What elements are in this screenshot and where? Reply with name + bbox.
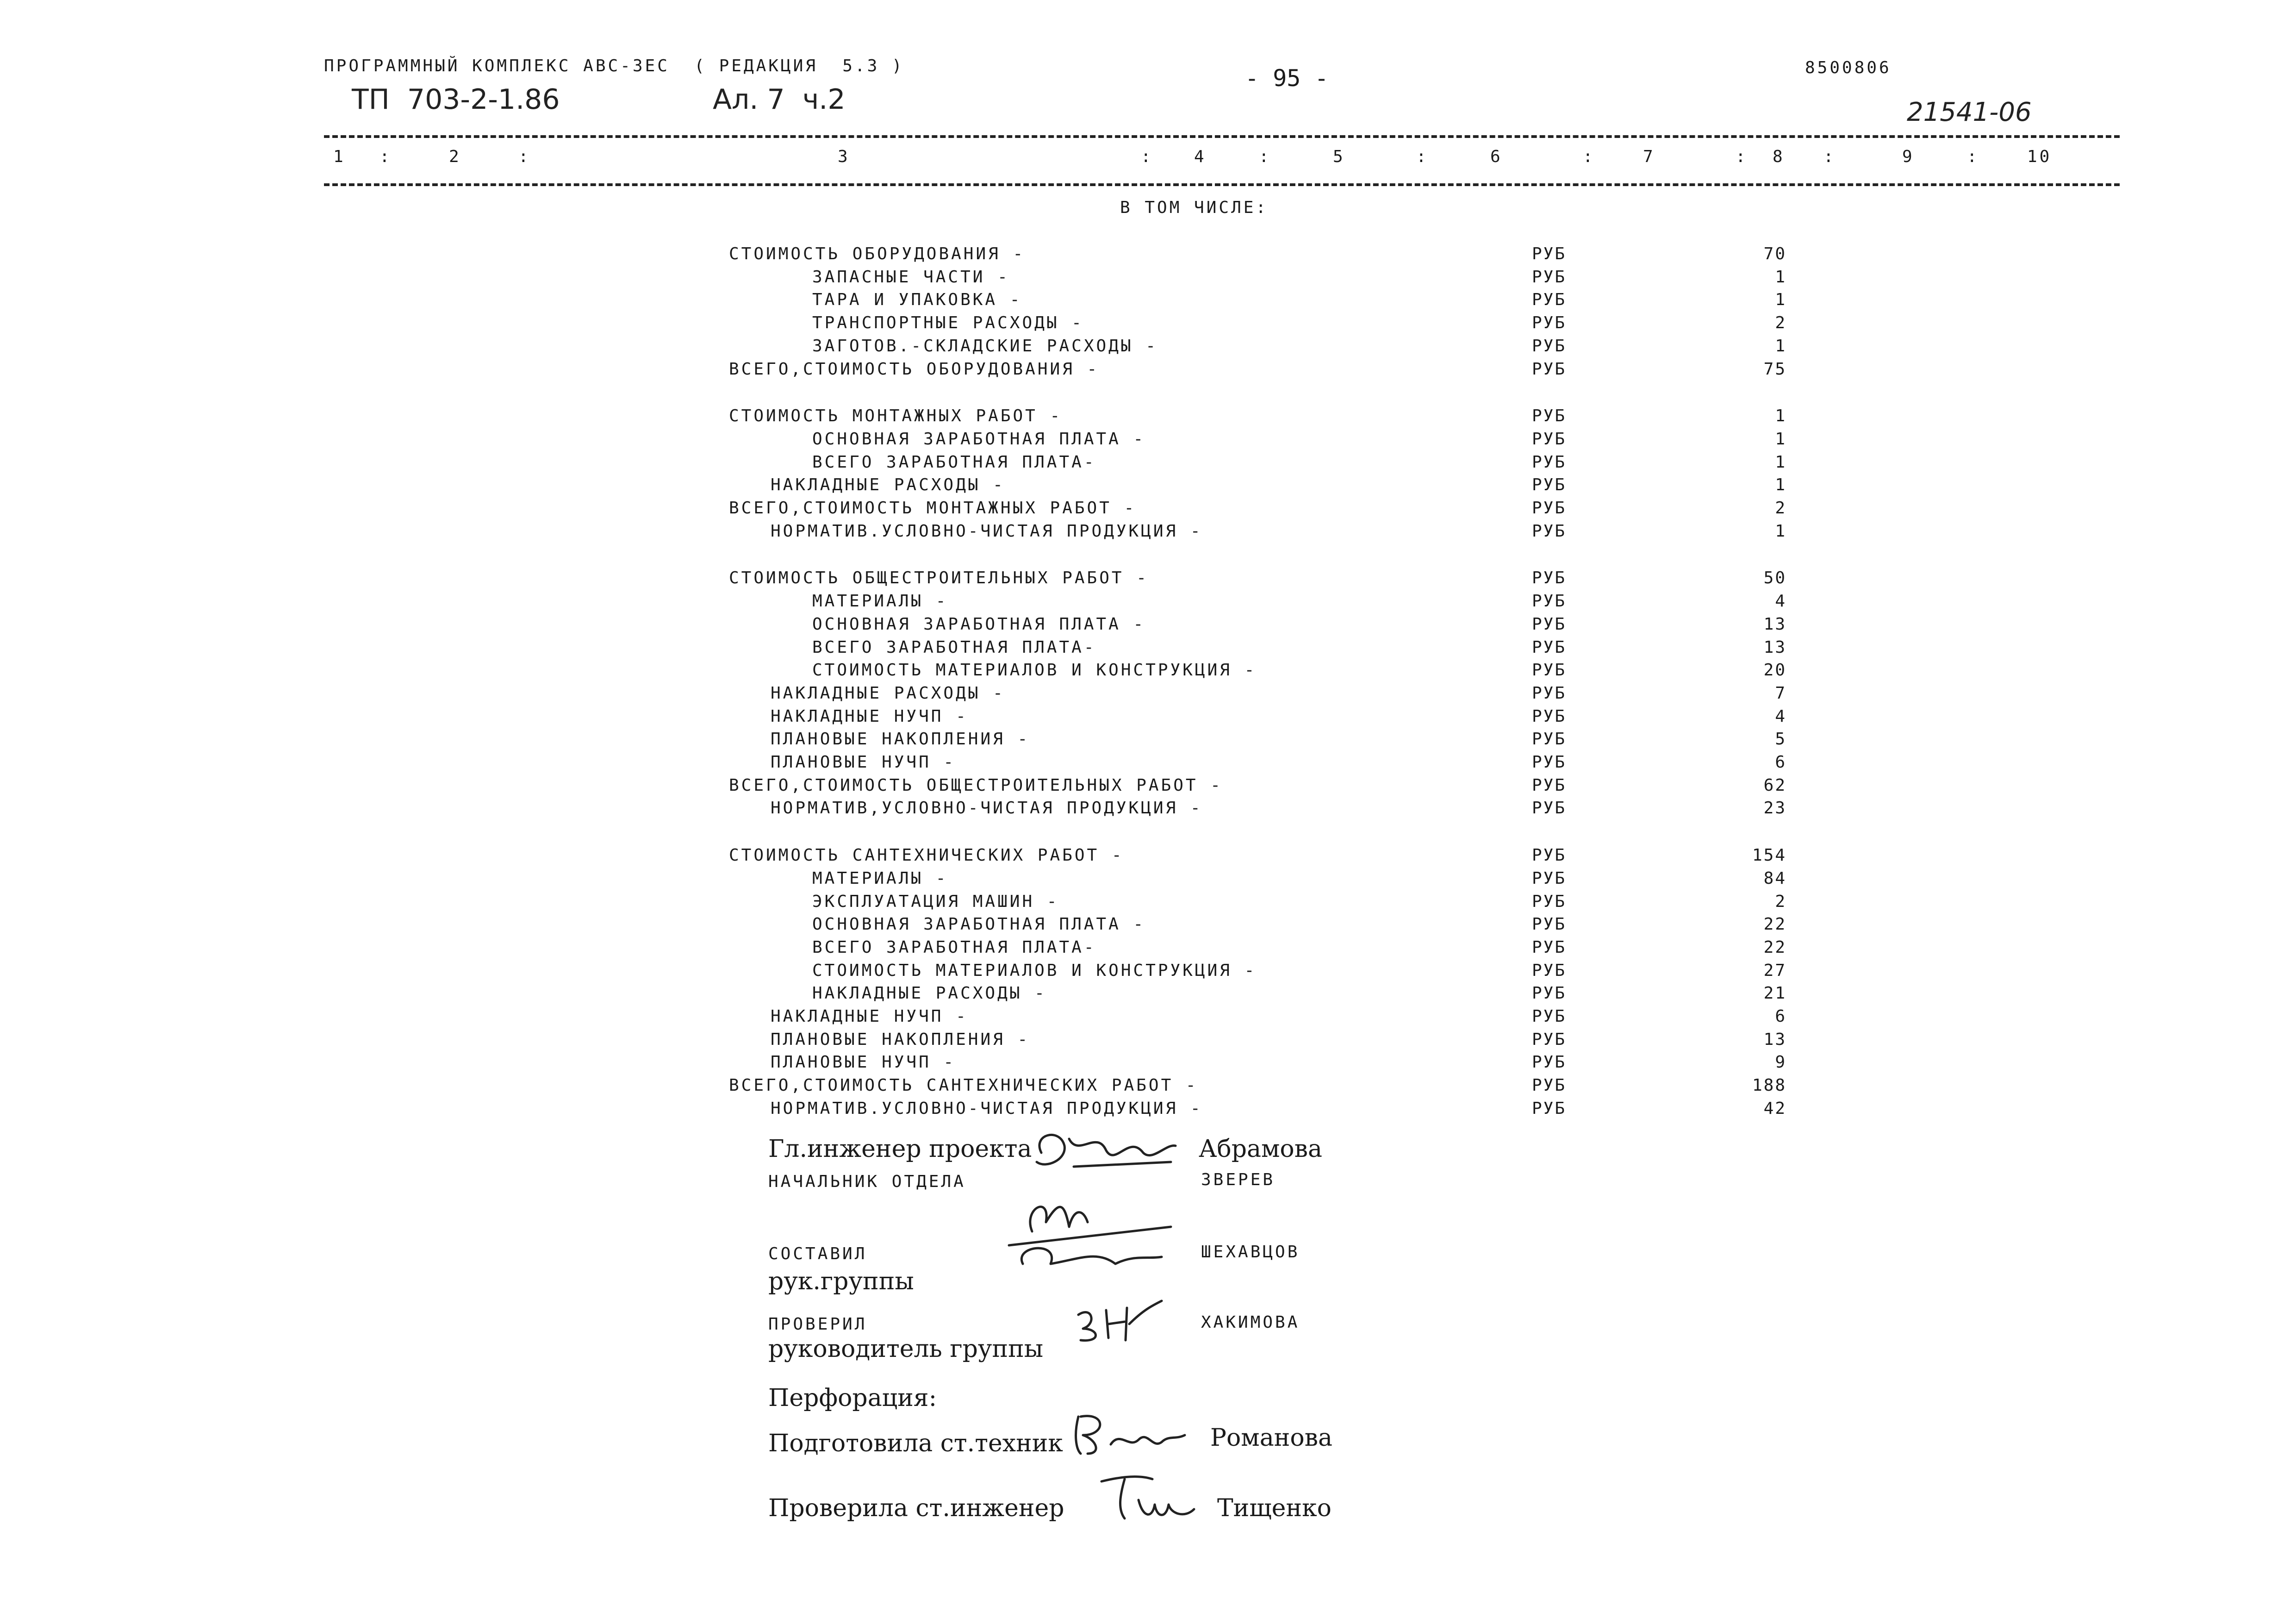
row-label: ПЛАНОВЫЕ НАКОПЛЕНИЯ - (771, 730, 1030, 749)
table-row (729, 337, 1886, 360)
table-row (729, 961, 1886, 984)
row-value: 1 (1775, 406, 1786, 425)
table-row (729, 592, 1886, 615)
document-code: 8500806 (1805, 58, 1892, 77)
row-value: 6 (1775, 1007, 1786, 1026)
row-unit: РУБ (1532, 499, 1567, 518)
column-header (333, 147, 2092, 169)
column-separator: : (1967, 147, 1979, 166)
row-unit: РУБ (1532, 360, 1567, 379)
row-value: 1 (1775, 430, 1786, 449)
checked-role: руководитель группы (768, 1335, 1044, 1363)
table-row (729, 915, 1886, 938)
top-rule (324, 135, 2120, 138)
row-value: 22 (1763, 915, 1786, 934)
row-unit: РУБ (1532, 430, 1567, 449)
row-unit: РУБ (1532, 313, 1567, 332)
table-row (729, 568, 1886, 592)
row-label: ПЛАНОВЫЕ НУЧП - (771, 1053, 956, 1072)
column-header-rule (324, 183, 2120, 186)
row-label: СТОИМОСТЬ МАТЕРИАЛОВ И КОНСТРУКЦИЯ - (812, 961, 1257, 980)
table-row (729, 268, 1886, 291)
table-row (729, 453, 1886, 476)
signature-romanova (1069, 1407, 1189, 1463)
row-value: 13 (1763, 638, 1786, 657)
row-label: ВСЕГО,СТОИМОСТЬ САНТЕХНИЧЕСКИХ РАБОТ - (729, 1076, 1198, 1095)
row-value: 2 (1775, 892, 1786, 911)
column-separator: : (1416, 147, 1429, 166)
table-row (729, 1007, 1886, 1030)
row-unit: РУБ (1532, 1030, 1567, 1049)
row-value: 50 (1763, 568, 1786, 587)
row-unit: РУБ (1532, 776, 1567, 795)
row-value: 5 (1775, 730, 1786, 749)
signature-shekhavtsov (995, 1190, 1189, 1282)
row-unit: РУБ (1532, 961, 1567, 980)
row-unit: РУБ (1532, 615, 1567, 634)
table-row (729, 869, 1886, 892)
row-unit: РУБ (1532, 1076, 1567, 1095)
column-number: 1 (333, 147, 346, 166)
row-unit: РУБ (1532, 753, 1567, 772)
row-value: 1 (1775, 337, 1786, 356)
row-value: 4 (1775, 707, 1786, 726)
row-unit: РУБ (1532, 453, 1567, 472)
section-title: В ТОМ ЧИСЛЕ: (1120, 198, 1269, 217)
page-number: - 95 - (1245, 65, 1329, 92)
column-separator: : (1259, 147, 1271, 166)
row-value: 154 (1752, 846, 1786, 865)
perforation-label: Перфорация: (768, 1384, 937, 1412)
row-label: ВСЕГО ЗАРАБОТНАЯ ПЛАТА- (812, 638, 1096, 657)
row-label: ПЛАНОВЫЕ НУЧП - (771, 753, 956, 772)
project-code: ТП 703-2-1.86 (352, 83, 560, 116)
row-label: ЗАГОТОВ.-СКЛАДСКИЕ РАСХОДЫ - (812, 337, 1158, 356)
row-value: 1 (1775, 290, 1786, 309)
table-row (729, 615, 1886, 638)
row-unit: РУБ (1532, 730, 1567, 749)
column-number: 3 (838, 147, 850, 166)
row-value: 75 (1763, 360, 1786, 379)
signature-abramova (1027, 1125, 1185, 1176)
row-label: ТРАНСПОРТНЫЕ РАСХОДЫ - (812, 313, 1084, 332)
column-separator: : (518, 147, 531, 166)
table-row (729, 846, 1886, 869)
table-row (729, 984, 1886, 1007)
row-label: ПЛАНОВЫЕ НАКОПЛЕНИЯ - (771, 1030, 1030, 1049)
table-row (729, 776, 1886, 799)
table-row (729, 313, 1886, 337)
verified-name: Тищенко (1217, 1494, 1332, 1522)
row-value: 70 (1763, 244, 1786, 263)
row-label: СТОИМОСТЬ ОБОРУДОВАНИЯ - (729, 244, 1026, 263)
row-value: 2 (1775, 313, 1786, 332)
row-unit: РУБ (1532, 568, 1567, 587)
table-row (729, 753, 1886, 776)
row-value: 27 (1763, 961, 1786, 980)
table-row (729, 1053, 1886, 1076)
dept-head-label: НАЧАЛЬНИК ОТДЕЛА (768, 1172, 966, 1191)
row-label: СТОИМОСТЬ САНТЕХНИЧЕСКИХ РАБОТ - (729, 846, 1124, 865)
row-unit: РУБ (1532, 1053, 1567, 1072)
table-row (729, 1099, 1886, 1122)
table-row (729, 360, 1886, 383)
row-label: ЗАПАСНЫЕ ЧАСТИ - (812, 268, 1010, 287)
row-value: 21 (1763, 984, 1786, 1003)
row-unit: РУБ (1532, 244, 1567, 263)
table-row (729, 1076, 1886, 1099)
row-label: НАКЛАДНЫЕ НУЧП - (771, 1007, 968, 1026)
row-unit: РУБ (1532, 475, 1567, 494)
row-unit: РУБ (1532, 799, 1567, 818)
row-label: СТОИМОСТЬ ОБЩЕСТРОИТЕЛЬНЫХ РАБОТ - (729, 568, 1149, 587)
column-number: 10 (2027, 147, 2052, 166)
row-value: 9 (1775, 1053, 1786, 1072)
row-value: 22 (1763, 938, 1786, 957)
dept-head-name: ЗВЕРЕВ (1201, 1170, 1276, 1189)
table-row (729, 522, 1886, 545)
row-value: 13 (1763, 615, 1786, 634)
row-label: ВСЕГО,СТОИМОСТЬ ОБОРУДОВАНИЯ - (729, 360, 1100, 379)
row-label: ВСЕГО ЗАРАБОТНАЯ ПЛАТА- (812, 453, 1096, 472)
row-value: 6 (1775, 753, 1786, 772)
row-label: НАКЛАДНЫЕ РАСХОДЫ - (771, 684, 1005, 703)
column-number: 7 (1643, 147, 1655, 166)
row-unit: РУБ (1532, 522, 1567, 541)
table-row (729, 684, 1886, 707)
checked-name: ХАКИМОВА (1201, 1313, 1300, 1332)
row-value: 1 (1775, 453, 1786, 472)
table-row (729, 244, 1886, 268)
row-unit: РУБ (1532, 1007, 1567, 1026)
row-value: 20 (1763, 661, 1786, 680)
verified-label: Проверила ст.инженер (768, 1494, 1064, 1522)
row-value: 42 (1763, 1099, 1786, 1118)
table-row (729, 1030, 1886, 1053)
signature-khakimova (1074, 1296, 1166, 1347)
cost-table (729, 244, 1886, 1152)
row-label: СТОИМОСТЬ МАТЕРИАЛОВ И КОНСТРУКЦИЯ - (812, 661, 1257, 680)
row-label: НОРМАТИВ.УСЛОВНО-ЧИСТАЯ ПРОДУКЦИЯ - (771, 522, 1203, 541)
table-row (729, 799, 1886, 822)
row-label: ВСЕГО ЗАРАБОТНАЯ ПЛАТА- (812, 938, 1096, 957)
row-label: МАТЕРИАЛЫ - (812, 592, 948, 611)
row-label: ТАРА И УПАКОВКА - (812, 290, 1022, 309)
row-unit: РУБ (1532, 638, 1567, 657)
chief-engineer-name: Абрамова (1199, 1135, 1323, 1163)
row-label: НОРМАТИВ.УСЛОВНО-ЧИСТАЯ ПРОДУКЦИЯ - (771, 1099, 1203, 1118)
column-separator: : (1141, 147, 1153, 166)
row-value: 7 (1775, 684, 1786, 703)
row-value: 23 (1763, 799, 1786, 818)
column-number: 8 (1773, 147, 1785, 166)
row-unit: РУБ (1532, 915, 1567, 934)
row-unit: РУБ (1532, 984, 1567, 1003)
prepared-label: Подготовила ст.техник (768, 1430, 1063, 1457)
row-unit: РУБ (1532, 268, 1567, 287)
program-line: ПРОГРАММНЫЙ КОМПЛЕКС АВС-3ЕС ( РЕДАКЦИЯ 5.3 ) (324, 56, 904, 75)
chief-engineer-label: Гл.инженер проекта (768, 1135, 1032, 1163)
table-row (729, 661, 1886, 684)
column-separator: : (1583, 147, 1595, 166)
table-row (729, 499, 1886, 522)
table-row (729, 406, 1886, 430)
row-value: 62 (1763, 776, 1786, 795)
column-number: 6 (1490, 147, 1503, 166)
album-number: Ал. 7 ч.2 (713, 83, 846, 116)
table-row (729, 938, 1886, 961)
row-label: ОСНОВНАЯ ЗАРАБОТНАЯ ПЛАТА - (812, 615, 1146, 634)
row-label: НАКЛАДНЫЕ РАСХОДЫ - (812, 984, 1047, 1003)
row-unit: РУБ (1532, 290, 1567, 309)
table-row (729, 430, 1886, 453)
table-row (729, 730, 1886, 753)
row-label: ЭКСПЛУАТАЦИЯ МАШИН - (812, 892, 1059, 911)
compiled-role: рук.группы (768, 1268, 914, 1295)
row-unit: РУБ (1532, 406, 1567, 425)
column-separator: : (1736, 147, 1748, 166)
row-value: 1 (1775, 475, 1786, 494)
row-label: НОРМАТИВ,УСЛОВНО-ЧИСТАЯ ПРОДУКЦИЯ - (771, 799, 1203, 818)
row-label: НАКЛАДНЫЕ НУЧП - (771, 707, 968, 726)
row-unit: РУБ (1532, 661, 1567, 680)
signature-tishchenko (1092, 1468, 1203, 1528)
row-unit: РУБ (1532, 1099, 1567, 1118)
column-separator: : (380, 147, 392, 166)
row-value: 13 (1763, 1030, 1786, 1049)
row-unit: РУБ (1532, 337, 1567, 356)
row-label: ВСЕГО,СТОИМОСТЬ ОБЩЕСТРОИТЕЛЬНЫХ РАБОТ - (729, 776, 1223, 795)
row-unit: РУБ (1532, 707, 1567, 726)
table-row (729, 290, 1886, 313)
row-label: МАТЕРИАЛЫ - (812, 869, 948, 888)
prepared-name: Романова (1210, 1424, 1332, 1452)
column-number: 5 (1333, 147, 1345, 166)
column-number: 9 (1902, 147, 1915, 166)
row-label: НАКЛАДНЫЕ РАСХОДЫ - (771, 475, 1005, 494)
compiled-label: СОСТАВИЛ (768, 1244, 867, 1263)
table-row (729, 475, 1886, 499)
column-separator: : (1823, 147, 1836, 166)
row-value: 188 (1752, 1076, 1786, 1095)
checked-label: ПРОВЕРИЛ (768, 1315, 867, 1334)
column-number: 2 (449, 147, 461, 166)
column-number: 4 (1194, 147, 1207, 166)
row-unit: РУБ (1532, 846, 1567, 865)
row-unit: РУБ (1532, 684, 1567, 703)
row-label: СТОИМОСТЬ МОНТАЖНЫХ РАБОТ - (729, 406, 1063, 425)
table-row (729, 892, 1886, 915)
row-value: 84 (1763, 869, 1786, 888)
row-label: ВСЕГО,СТОИМОСТЬ МОНТАЖНЫХ РАБОТ - (729, 499, 1137, 518)
row-label: ОСНОВНАЯ ЗАРАБОТНАЯ ПЛАТА - (812, 430, 1146, 449)
table-row (729, 707, 1886, 730)
row-value: 1 (1775, 522, 1786, 541)
row-unit: РУБ (1532, 892, 1567, 911)
row-value: 2 (1775, 499, 1786, 518)
row-unit: РУБ (1532, 869, 1567, 888)
row-unit: РУБ (1532, 592, 1567, 611)
compiled-name: ШЕХАВЦОВ (1201, 1243, 1300, 1262)
document-number: 21541-06 (1907, 97, 2032, 127)
row-value: 1 (1775, 268, 1786, 287)
row-label: ОСНОВНАЯ ЗАРАБОТНАЯ ПЛАТА - (812, 915, 1146, 934)
row-unit: РУБ (1532, 938, 1567, 957)
row-value: 4 (1775, 592, 1786, 611)
table-row (729, 638, 1886, 661)
